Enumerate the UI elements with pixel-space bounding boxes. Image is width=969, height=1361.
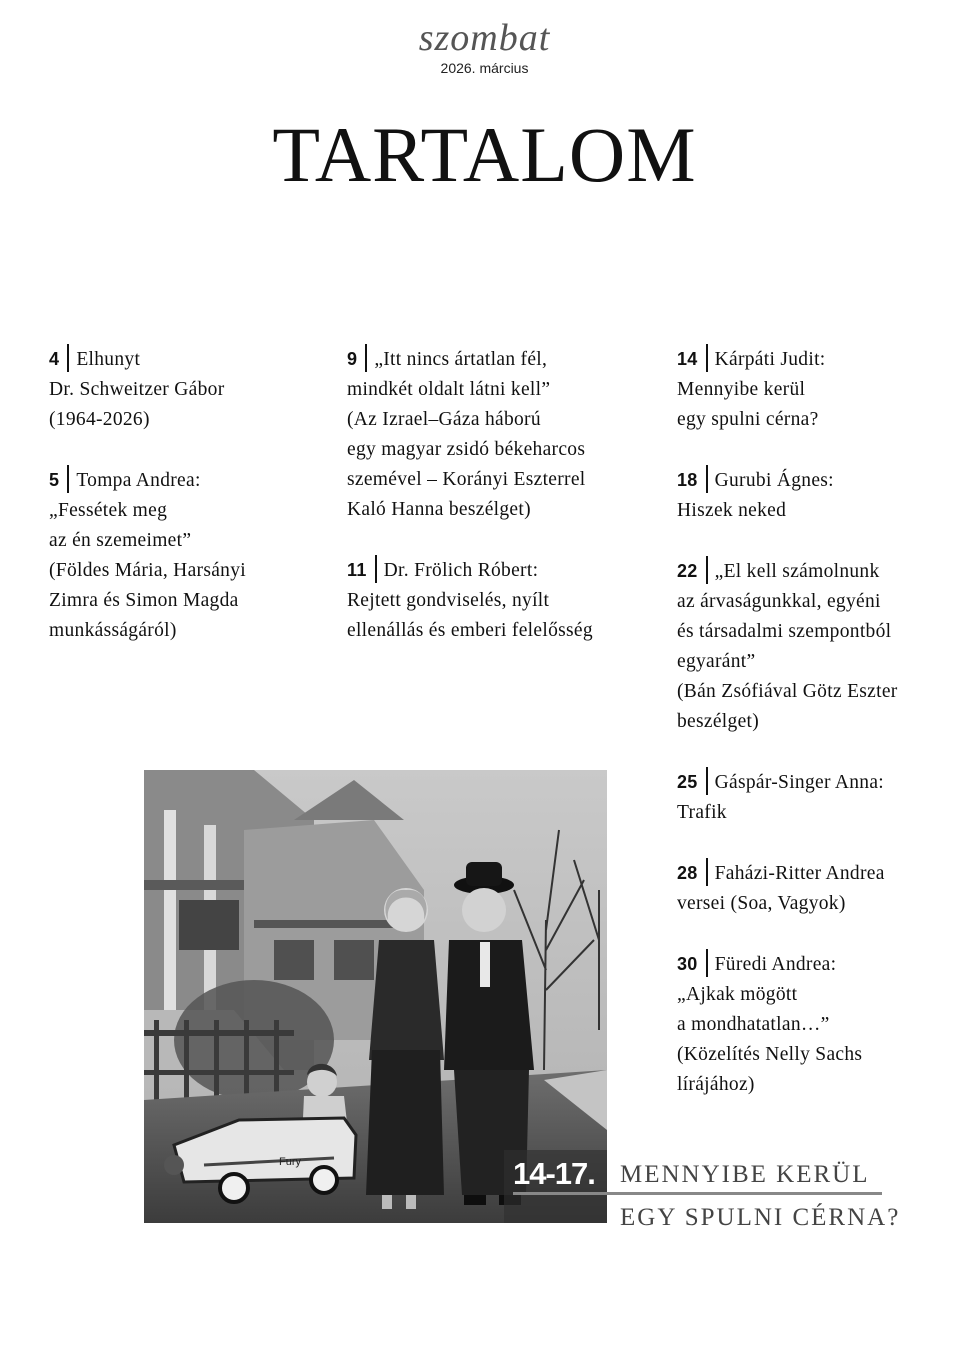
feature-title-line-2: EGY SPULNI CÉRNA? — [620, 1204, 901, 1231]
toc-entry-text: Mennyibe kerül — [677, 379, 806, 400]
toc-entry-text: az árvaságunkkal, egyéni — [677, 591, 881, 612]
toc-page-number: 14 — [677, 349, 698, 369]
toc-entry-line — [49, 556, 324, 586]
toc-separator-bar — [375, 555, 377, 583]
toc-entry-line — [677, 949, 969, 980]
toc-entry-text: beszélget) — [677, 711, 760, 732]
toc-entry-text: (Földes Mária, Harsányi — [49, 560, 246, 581]
toc-entry-line — [677, 677, 969, 707]
toc-column-3 — [677, 344, 969, 1130]
toc-entry-line — [49, 616, 324, 646]
toc-entry-line — [677, 1010, 969, 1040]
toc-entry-line — [677, 556, 969, 587]
toc-entry-text: Gáspár-Singer Anna: — [714, 772, 885, 793]
toc-entry-text: a mondhatatlan…” — [677, 1014, 830, 1035]
masthead — [0, 18, 969, 76]
toc-entry-line — [677, 1070, 969, 1100]
toc-entry-line — [677, 798, 969, 828]
toc-entry-text: Dr. Schweitzer Gábor — [49, 379, 225, 400]
feature-divider — [513, 1192, 882, 1195]
toc-separator-bar — [706, 556, 708, 584]
toc-entry-line — [49, 586, 324, 616]
toc-entry-text: „Ajkak mögött — [677, 984, 798, 1005]
feature-title-line-1: MENNYIBE KERÜL — [620, 1161, 870, 1188]
toc-entry[interactable] — [677, 556, 969, 737]
toc-entry[interactable] — [677, 767, 969, 828]
toc-separator-bar — [706, 344, 708, 372]
toc-entry-text: Faházi-Ritter Andrea — [714, 863, 885, 884]
toc-entry-text: egyaránt” — [677, 651, 756, 672]
toc-entry-line — [347, 375, 647, 405]
toc-entry-text: Dr. Frölich Róbert: — [383, 560, 539, 581]
feature-pages: 14-17. — [513, 1156, 595, 1191]
toc-entry-text: lírájához) — [677, 1074, 755, 1095]
toc-entry-line — [347, 435, 647, 465]
toc-entry-line — [347, 465, 647, 495]
toc-entry-text: szemével – Korányi Eszterrel — [347, 469, 586, 490]
toc-entry-line — [677, 1040, 969, 1070]
toc-entry-line — [49, 526, 324, 556]
toc-separator-bar — [706, 465, 708, 493]
toc-entry-line — [49, 344, 324, 375]
toc-separator-bar — [706, 858, 708, 886]
toc-entry-text: egy spulni cérna? — [677, 409, 819, 430]
magazine-name: szombat — [418, 17, 551, 59]
toc-entry-text: „Itt nincs ártatlan fél, — [374, 349, 548, 370]
toc-entry-line — [677, 980, 969, 1010]
toc-entry-text: (Az Izrael–Gáza háború — [347, 409, 541, 430]
toc-entry-line — [677, 647, 969, 677]
toc-entry-text: Gurubi Ágnes: — [714, 470, 834, 491]
toc-entry[interactable] — [677, 465, 969, 526]
toc-entry-text: Hiszek neked — [677, 500, 787, 521]
toc-entry[interactable] — [347, 344, 647, 525]
toc-separator-bar — [67, 465, 69, 493]
toc-entry-text: Kaló Hanna beszélget) — [347, 499, 531, 520]
toc-entry-text: Elhunyt — [76, 349, 141, 370]
toc-entry-line — [347, 495, 647, 525]
toc-page-number: 9 — [347, 349, 358, 369]
toc-entry-text: egy magyar zsidó békeharcos — [347, 439, 586, 460]
toc-entry-line — [49, 375, 324, 405]
toc-entry[interactable] — [49, 465, 324, 646]
toc-entry-text: „El kell számolnunk — [714, 561, 880, 582]
toc-entry-line — [677, 617, 969, 647]
toc-page-number: 5 — [49, 470, 60, 490]
toc-entry-line — [49, 405, 324, 435]
toc-entry-line — [677, 344, 969, 375]
toc-page-number: 30 — [677, 954, 698, 974]
toc-separator-bar — [365, 344, 367, 372]
toc-entry-line — [49, 465, 324, 496]
page-title: TARTALOM — [272, 111, 697, 198]
toc-page-number: 22 — [677, 561, 698, 581]
toc-entry-line — [677, 587, 969, 617]
toc-page-number: 25 — [677, 772, 698, 792]
toc-entry-line — [677, 707, 969, 737]
toc-entry-line — [49, 496, 324, 526]
toc-entry-text: Kárpáti Judit: — [714, 349, 826, 370]
toc-entry[interactable] — [677, 344, 969, 435]
toc-entry-text: ellenállás és emberi felelősség — [347, 620, 593, 641]
toc-entry-text: (Bán Zsófiával Götz Eszter — [677, 681, 898, 702]
toc-page-number: 28 — [677, 863, 698, 883]
toc-entry[interactable] — [49, 344, 324, 435]
toc-entry-line — [347, 555, 647, 586]
toc-entry-text: Zimra és Simon Magda — [49, 590, 239, 611]
toc-entry-line — [347, 616, 647, 646]
toc-entry-text: (1964-2026) — [49, 409, 150, 430]
toc-entry-text: Trafik — [677, 802, 727, 823]
toc-entry-line — [677, 375, 969, 405]
toc-entry-line — [677, 767, 969, 798]
toc-entry-text: munkásságáról) — [49, 620, 177, 641]
toc-entry-line — [677, 858, 969, 889]
toc-entry[interactable] — [677, 949, 969, 1100]
toc-entry-text: mindkét oldalt látni kell” — [347, 379, 551, 400]
toc-entry-text: az én szemeimet” — [49, 530, 192, 551]
toc-entry-text: „Fessétek meg — [49, 500, 168, 521]
toc-separator-bar — [706, 949, 708, 977]
toy-car-plate: Fury — [279, 1156, 301, 1168]
toc-entry-text: Tompa Andrea: — [76, 470, 201, 491]
toc-separator-bar — [706, 767, 708, 795]
toc-page-number: 18 — [677, 470, 698, 490]
toc-entry[interactable] — [347, 555, 647, 646]
toc-entry-text: versei (Soa, Vagyok) — [677, 893, 846, 914]
toc-entry-line — [677, 889, 969, 919]
toc-entry-line — [347, 344, 647, 375]
toc-column-1 — [49, 344, 324, 676]
toc-entry-text: Füredi Andrea: — [714, 954, 837, 975]
toc-entry-line — [677, 405, 969, 435]
toc-page-number: 11 — [347, 560, 367, 580]
toc-separator-bar — [67, 344, 69, 372]
issue-date: 2026. március — [440, 60, 529, 76]
toc-entry-text: és társadalmi szempontból — [677, 621, 892, 642]
toc-entry[interactable] — [677, 858, 969, 919]
toc-entry-text: (Közelítés Nelly Sachs — [677, 1044, 863, 1065]
toc-page-number: 4 — [49, 349, 60, 369]
toc-entry-text: Rejtett gondviselés, nyílt — [347, 590, 550, 611]
toc-column-2 — [347, 344, 647, 676]
toc-entry-line — [677, 496, 969, 526]
toc-entry-line — [347, 586, 647, 616]
toc-entry-line — [677, 465, 969, 496]
toc-entry-line — [347, 405, 647, 435]
